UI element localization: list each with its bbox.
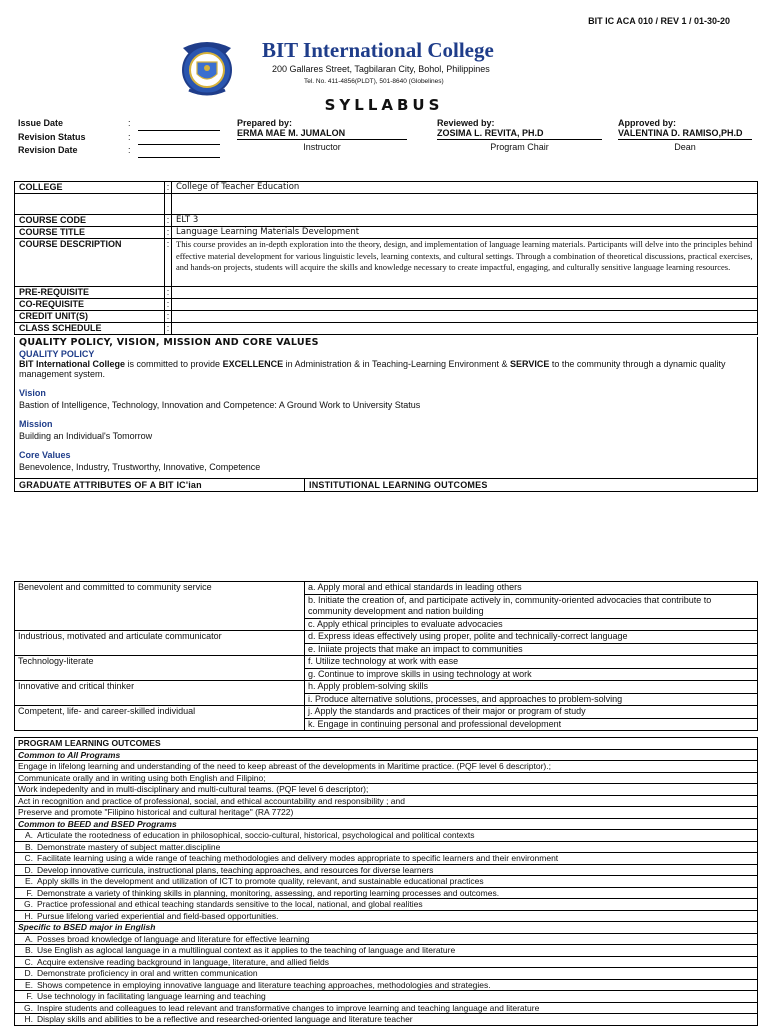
colon: :: [165, 215, 172, 227]
reviewed-by-name: ZOSIMA L. REVITA, PH.D: [437, 128, 602, 140]
outcome-cell: d. Express ideas effectively using proper, polite and technically-correct language: [305, 631, 758, 644]
attribute-cell: Innovative and critical thinker: [15, 681, 305, 706]
colon: :: [165, 311, 172, 323]
list-item: Engage in lifelong learning and understanding of the need to keep abreast of the developments in Maritime practice. (PQF level 6 descriptor).;: [15, 761, 758, 773]
revision-date-label: Revision Date: [18, 145, 78, 155]
list-item: Act in recognition and practice of professional, social, and ethical accountability and responsibility ; and: [15, 795, 758, 807]
outcome-cell: g. Continue to improve skills in using technology at work: [305, 668, 758, 681]
outcome-cell: f. Utilize technology at work with ease: [305, 656, 758, 669]
mission-heading: Mission: [19, 419, 53, 429]
list-item: Communicate orally and in writing using both English and Filipino;: [15, 772, 758, 784]
college-value: College of Teacher Education: [172, 182, 758, 194]
attribute-cell: Technology-literate: [15, 656, 305, 681]
credit-units-value: [172, 311, 758, 323]
prepared-by-block: [237, 118, 407, 152]
colon: :: [165, 287, 172, 299]
list-item: G. Inspire students and colleagues to lead relevant and transformative changes to improve learning and teaching language and literature: [15, 1002, 758, 1014]
course-title-row: [15, 227, 758, 239]
english-heading: Specific to BSED major in English: [15, 922, 758, 934]
list-item: F. Use technology in facilitating language learning and teaching: [15, 991, 758, 1003]
outcome-cell: a. Apply moral and ethical standards in leading others: [305, 582, 758, 595]
corequisite-value: [172, 299, 758, 311]
course-code-value: ELT 3: [172, 215, 758, 227]
spacer-row: [15, 194, 758, 215]
graduate-attributes-heading: GRADUATE ATTRIBUTES OF A BIT IC'ian: [15, 479, 305, 492]
core-values-heading: Core Values: [19, 450, 71, 460]
list-item: G. Practice professional and ethical teaching standards sensitive to the local, national, and global realities: [15, 899, 758, 911]
outcome-cell: i. Produce alternative solutions, processes, and approaches to problem-solving: [305, 693, 758, 706]
list-item: E. Shows competence in employing innovative language and literature teaching approaches, methodologies and strategies.: [15, 979, 758, 991]
college-seal-logo: [175, 34, 239, 98]
colon: :: [165, 299, 172, 311]
list-item: B. Use English as aglocal language in a multilingual context as it applies to the teaching of language and literature: [15, 945, 758, 957]
outcome-cell: c. Apply ethical principles to evaluate advocacies: [305, 618, 758, 631]
document-code: BIT IC ACA 010 / REV 1 / 01-30-20: [588, 16, 730, 26]
reviewed-by-block: [437, 118, 602, 152]
college-row: [15, 182, 758, 194]
issue-date-field[interactable]: [138, 130, 220, 131]
course-title-label: COURSE TITLE: [15, 227, 165, 239]
attribute-cell: Competent, life- and career-skilled individual: [15, 706, 305, 731]
approved-by-heading: Approved by:: [618, 118, 677, 128]
issue-date-label: Issue Date: [18, 118, 64, 128]
class-schedule-row: [15, 323, 758, 335]
mission-text: Building an Individual's Tomorrow: [19, 431, 153, 441]
quality-section-heading: QUALITY POLICY, VISION, MISSION AND CORE VALUES: [19, 337, 319, 348]
table-row: [15, 582, 758, 595]
plo-heading: PROGRAM LEARNING OUTCOMES: [15, 738, 758, 750]
outcome-cell: e. Iniiate projects that make an impact to communities: [305, 643, 758, 656]
revision-date-colon: :: [128, 145, 131, 155]
class-schedule-label: CLASS SCHEDULE: [15, 323, 165, 335]
reviewed-by-role: Program Chair: [490, 142, 549, 152]
reviewed-by-heading: Reviewed by:: [437, 118, 495, 128]
common-all-heading: Common to All Programs: [15, 749, 758, 761]
institutional-outcomes-heading: INSTITUTIONAL LEARNING OUTCOMES: [305, 479, 758, 492]
vision-text: Bastion of Intelligence, Technology, Innovation and Competence: A Ground Work to University Status: [19, 400, 421, 410]
graduate-attributes-header: [14, 478, 758, 492]
corequisite-label: CO-REQUISITE: [15, 299, 165, 311]
outcome-cell: j. Apply the standards and practices of their major or program of study: [305, 706, 758, 719]
beed-bsed-heading: Common to BEED and BSED Programs: [15, 818, 758, 830]
corequisite-row: [15, 299, 758, 311]
colon: :: [165, 227, 172, 239]
list-item: Preserve and promote "Filipino historical and cultural heritage" (RA 7722): [15, 807, 758, 819]
course-info-table: [14, 181, 758, 335]
outcome-cell: h. Apply problem-solving skills: [305, 681, 758, 694]
table-row: [15, 681, 758, 694]
course-description-value: This course provides an in-depth exploration into the theory, design, and implementation of language learning materials. Participants will delve into the principles behind effective material development for various linguistic levels, learning contexts, and cultural settings. Through a combination of theoretical discussions, practical exercises, and hands-on projects, students will acquire the skills and knowledge necessary to create impactful, engaging, and culturally sensitive language learning resources.: [172, 239, 758, 287]
colon: :: [165, 182, 172, 194]
revision-status-colon: :: [128, 132, 131, 142]
colon: :: [165, 239, 172, 287]
list-item: H. Pursue lifelong varied experiential and field-based opportunities.: [15, 910, 758, 922]
prerequisite-row: [15, 287, 758, 299]
list-item: A. Posses broad knowledge of language and literature for effective learning: [15, 933, 758, 945]
list-item: Work indepedenlty and in multi-disciplinary and multi-cultural teams. (PQF level 6 descriptor);: [15, 784, 758, 796]
prepared-by-heading: Prepared by:: [237, 118, 293, 128]
list-item: D. Demonstrate proficiency in oral and written communication: [15, 968, 758, 980]
revision-date-field[interactable]: [138, 157, 220, 158]
quality-policy-heading: QUALITY POLICY: [19, 349, 95, 359]
credit-units-row: [15, 311, 758, 323]
revision-status-field[interactable]: [138, 144, 220, 145]
approved-by-block: [618, 118, 752, 152]
list-item: A. Articulate the rootedness of education in philosophical, soccio-cultural, historical, psychological and political contexts: [15, 830, 758, 842]
prepared-by-role: Instructor: [303, 142, 341, 152]
prerequisite-value: [172, 287, 758, 299]
table-row: [15, 631, 758, 644]
credit-units-label: CREDIT UNIT(S): [15, 311, 165, 323]
course-code-label: COURSE CODE: [15, 215, 165, 227]
college-address: 200 Gallares Street, Tagbilaran City, Bohol, Philippines: [272, 64, 490, 74]
attribute-cell: Benevolent and committed to community service: [15, 582, 305, 631]
revision-status-label: Revision Status: [18, 132, 86, 142]
table-row: [15, 656, 758, 669]
document-title: SYLLABUS: [324, 96, 444, 114]
outcome-cell: b. Initiate the creation of, and participate actively in, community-oriented advocacies that contribute to community development and nation building: [305, 594, 758, 618]
course-description-row: [15, 239, 758, 287]
attributes-table: [14, 581, 758, 731]
college-name: BIT International College: [262, 38, 494, 62]
quality-policy-section: [14, 337, 758, 478]
list-item: E. Apply skills in the development and utilization of ICT to promote quality, relevant, and sustainable educational practices: [15, 876, 758, 888]
list-item: B. Demonstrate mastery of subject matter.discipline: [15, 841, 758, 853]
attribute-cell: Industrious, motivated and articulate communicator: [15, 631, 305, 656]
prepared-by-name: ERMA MAE M. JUMALON: [237, 128, 407, 140]
course-description-label: COURSE DESCRIPTION: [15, 239, 165, 287]
college-label: COLLEGE: [15, 182, 165, 194]
core-values-text: Benevolence, Industry, Trustworthy, Innovative, Competence: [19, 462, 261, 472]
college-telephone: Tel. No. 411-4856(PLDT), 501-8640 (Globelines): [304, 78, 444, 85]
vision-heading: Vision: [19, 388, 46, 398]
program-learning-outcomes-table: [14, 737, 758, 1026]
quality-policy-text: BIT International College is committed to provide EXCELLENCE in Administration & in Teaching-Learning Environment & SERVICE to the community through a dynamic quality management system.: [19, 359, 726, 379]
issue-date-colon: :: [128, 118, 131, 128]
list-item: C. Facilitate learning using a wide range of teaching methodologies and delivery modes appropriate to specific learners and their environment: [15, 853, 758, 865]
list-item: C. Acquire extensive reading background in language, literature, and allied fields: [15, 956, 758, 968]
list-item: D. Develop innovative curricula, instructional plans, teaching approaches, and resources for diverse learners: [15, 864, 758, 876]
table-row: [15, 706, 758, 719]
approved-by-name: VALENTINA D. RAMISO,PH.D: [618, 128, 752, 140]
list-item: F. Demonstrate a variety of thinking skills in planning, monitoring, assessing, and reporting learning processes and outcomes.: [15, 887, 758, 899]
colon: :: [165, 323, 172, 335]
course-code-row: [15, 215, 758, 227]
outcome-cell: k. Engage in continuing personal and professional development: [305, 718, 758, 731]
list-item: H. Display skills and abilities to be a reflective and researched-oriented language and literature teacher: [15, 1014, 758, 1026]
course-title-value: Language Learning Materials Development: [172, 227, 758, 239]
class-schedule-value: [172, 323, 758, 335]
prerequisite-label: PRE-REQUISITE: [15, 287, 165, 299]
approved-by-role: Dean: [674, 142, 696, 152]
